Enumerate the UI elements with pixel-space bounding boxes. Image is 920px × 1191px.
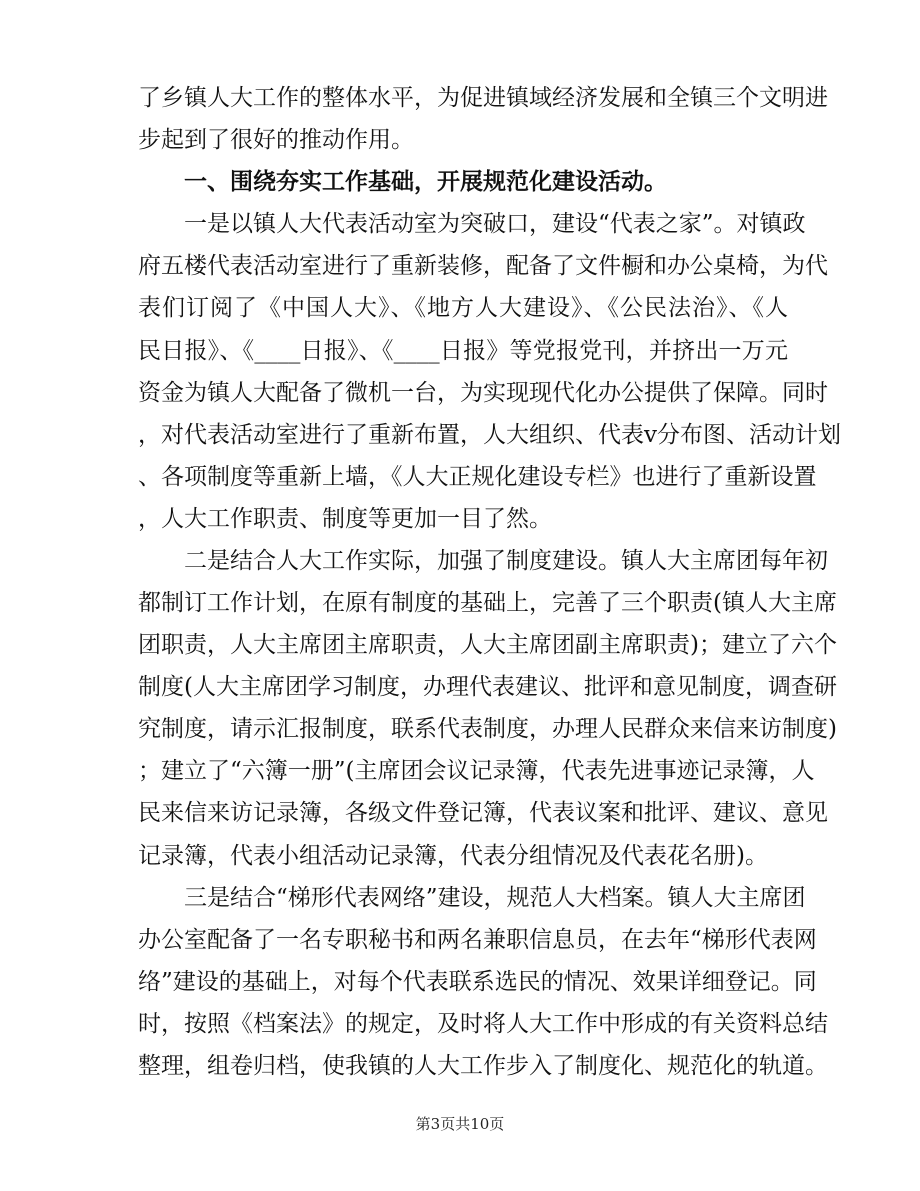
- text-line: 整理，组卷归档，使我镇的人大工作步入了制度化、规范化的轨道。: [138, 1053, 828, 1079]
- text-line: 民日报》、《____日报》、《____日报》等党报党刊，并挤出一万元: [138, 338, 788, 364]
- text-line: 办公室配备了一名专职秘书和两名兼职信息员，在去年“梯形代表网: [138, 927, 817, 953]
- text-line: 究制度，请示汇报制度，联系代表制度，办理人民群众来信来访制度): [138, 716, 837, 742]
- text-line: 步起到了很好的推动作用。: [138, 127, 414, 153]
- text-line: ；建立了“六簿一册”(主席团会议记录簿，代表先进事迹记录簿，人: [138, 758, 815, 784]
- text-line: 资金为镇人大配备了微机一台，为实现现代化办公提供了保障。同时: [138, 380, 828, 406]
- text-line: 记录簿，代表小组活动记录簿，代表分组情况及代表花名册)。: [138, 843, 768, 869]
- text-line: 制度(人大主席团学习制度，办理代表建议、批评和意见制度，调查研: [138, 674, 837, 700]
- page-number: 第3页共10页: [415, 1115, 505, 1133]
- text-line: 时，按照《档案法》的规定，及时将人大工作中形成的有关资料总结: [138, 1011, 828, 1037]
- text-line: 表们订阅了《中国人大》、《地方人大建设》、《公民法治》、《人: [138, 295, 788, 321]
- text-line: ，人大工作职责、制度等更加一目了然。: [138, 506, 552, 532]
- text-line: 了乡镇人大工作的整体水平，为促进镇域经济发展和全镇三个文明进: [138, 85, 828, 111]
- text-line: 府五楼代表活动室进行了重新装修，配备了文件橱和办公桌椅，为代: [138, 253, 828, 279]
- text-line: 三是结合“梯形代表网络”建设，规范人大档案。镇人大主席团: [184, 885, 806, 911]
- text-line: 二是结合人大工作实际，加强了制度建设。镇人大主席团每年初: [184, 548, 828, 574]
- text-line: 一是以镇人大代表活动室为突破口，建设“代表之家”。对镇政: [184, 211, 806, 237]
- text-line: 团职责，人大主席团主席职责，人大主席团副主席职责)；建立了六个: [138, 632, 837, 658]
- text-line: 、各项制度等重新上墙，《人大正规化建设专栏》也进行了重新设置: [138, 464, 817, 490]
- text-line: ，对代表活动室进行了重新布置，人大组织、代表v分布图、活动计划: [138, 422, 841, 448]
- text-line: 都制订工作计划，在原有制度的基础上，完善了三个职责(镇人大主席: [138, 590, 837, 616]
- text-line: 民来信来访记录簿，各级文件登记簿，代表议案和批评、建议、意见: [138, 800, 828, 826]
- section-heading: 一、围绕夯实工作基础，开展规范化建设活动。: [184, 168, 667, 195]
- text-line: 络”建设的基础上，对每个代表联系选民的情况、效果详细登记。同: [138, 969, 817, 995]
